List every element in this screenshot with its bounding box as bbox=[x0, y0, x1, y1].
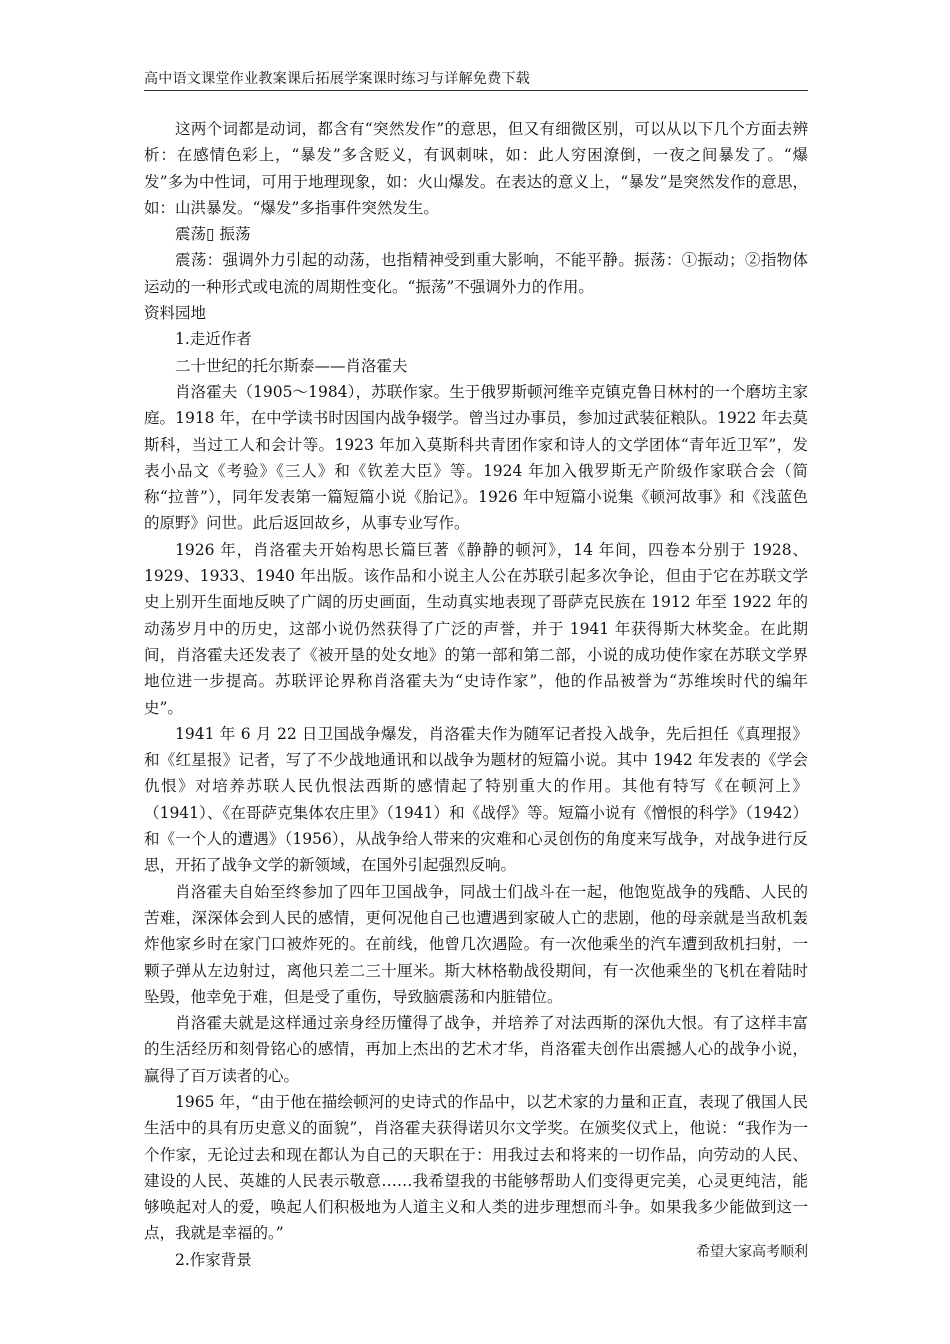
paragraph-quiet-don: 1926 年，肖洛霍夫开始构思长篇巨著《静静的顿河》，14 年间，四卷本分别于 1928、1929、1933、1940 年出版。该作品和小说主人公在苏联引起多次争论，但由于它在苏联文学史上别开生面地反映了广阔的历史画面，生动真实地表现了哥萨克民族在 1912 年至 1922 年的动荡岁月中的历史，这部小说仍然获得了广泛的声誉，并于 1941 年获得斯大林奖金。在此期间，肖洛霍夫还发表了《被开垦的处女地》的第一部和第二部，小说的成功使作家在苏联文学界地位进一步提高。苏联评论界称肖洛霍夫为“史诗作家”，他的作品被誉为“苏维埃时代的编年史”。 bbox=[144, 540, 808, 717]
document-body bbox=[144, 116, 808, 1273]
word-pair-heading: 震荡▯ 振荡 bbox=[175, 225, 251, 244]
paragraph-war-correspondent: 1941 年 6 月 22 日卫国战争爆发，肖洛霍夫作为随军记者投入战争，先后担任《真理报》和《红星报》记者，写了不少战地通讯和以战争为题材的短篇小说。其中 1942 年发表的《学会仇恨》对培养苏联人民仇恨法西斯的感情起了特别重大的作用。其他有特写《在顿河上》（1941）、《在哥萨克集体农庄里》（1941）和《战俘》等。短篇小说有《憎恨的科学》（1942）和《一个人的遭遇》（1956），从战争给人带来的灾难和心灵创伤的角度来写战争，对战争进行反思，开拓了战争文学的新领域，在国外引起强烈反响。 bbox=[144, 724, 808, 875]
paragraph-nobel-prize: 1965 年，“由于他在描绘顿河的史诗式的作品中，以艺术家的力量和正直，表现了俄国人民生活中的具有历史意义的面貌”，肖洛霍夫获得诺贝尔文学奖。在颁奖仪式上，他说：“我作为一个作家，无论过去和现在都认为自己的天职在于：用我过去和将来的一切作品，向劳动的人民、建设的人民、英雄的人民表示敬意……我希望我的书能够帮助人们变得更完美，心灵更纯洁，能够唤起对人的爱，唤起人们积极地为人道主义和人类的进步理想而斗争。如果我多少能做到这一点，我就是幸福的。” bbox=[144, 1092, 808, 1243]
section-heading: 资料园地 bbox=[144, 304, 207, 323]
page-footer: 希望大家高考顺利 bbox=[696, 1244, 808, 1260]
paragraph-biography: 肖洛霍夫（1905～1984），苏联作家。生于俄罗斯顿河维辛克镇克鲁日林村的一个磨坊主家庭。1918 年，在中学读书时因国内战争辍学。曾当过办事员，参加过武装征粮队。1922 年去莫斯科，当过工人和会计等。1923 年加入莫斯科共青团作家和诗人的文学团体“青年近卫军”，发表小品文《考验》《三人》和《钦差大臣》等。1924 年加入俄罗斯无产阶级作家联合会（简称“拉普”），同年发表第一篇短篇小说《胎记》。1926 年中短篇小说集《顿河故事》和《浅蓝色的原野》问世。此后返回故乡，从事专业写作。 bbox=[144, 382, 808, 533]
subsection-heading-author: 1.走近作者 bbox=[175, 330, 252, 349]
paragraph-war-experience: 肖洛霍夫自始至终参加了四年卫国战争，同战士们战斗在一起，他饱览战争的残酷、人民的苦难，深深体会到人民的感情，更何况他自己也遭遇到家破人亡的悲剧，他的母亲就是当敌机轰炸他家乡时在家门口被炸死的。在前线，他曾几次遇险。有一次他乘坐的汽车遭到敌机扫射，一颗子弹从左边射过，离他只差二三十厘米。斯大林格勒战役期间，有一次他乘坐的飞机在着陆时坠毁，他幸免于难，但是受了重伤，导致脑震荡和内脏错位。 bbox=[144, 882, 808, 1006]
subsection-heading-background: 2.作家背景 bbox=[175, 1250, 252, 1269]
article-subtitle: 二十世纪的托尔斯泰——肖洛霍夫 bbox=[175, 356, 408, 375]
paragraph-war-novels: 肖洛霍夫就是这样通过亲身经历懂得了战争，并培养了对法西斯的深仇大恨。有了这样丰富的生活经历和刻骨铭心的感情，再加上杰出的艺术才华，肖洛霍夫创作出震撼人心的战争小说，赢得了百万读者的心。 bbox=[144, 1014, 808, 1085]
paragraph-word-explanation: 震荡：强调外力引起的动荡，也指精神受到重大影响，不能平静。振荡：①振动；②指物体运动的一种形式或电流的周期性变化。“振荡”不强调外力的作用。 bbox=[144, 251, 808, 296]
paragraph-word-distinction: 这两个词都是动词，都含有“突然发作”的意思，但又有细微区别，可以从以下几个方面去辨析：在感情色彩上，“暴发”多含贬义，有讽刺味，如：此人穷困潦倒，一夜之间暴发了。“爆发”多为中性词，可用于地理现象，如：火山爆发。在表达的意义上，“暴发”是突然发作的意思，如：山洪暴发。“爆发”多指事件突然发生。 bbox=[144, 120, 808, 217]
page-header: 高中语文课堂作业教案课后拓展学案课时练习与详解免费下载 bbox=[144, 70, 808, 91]
